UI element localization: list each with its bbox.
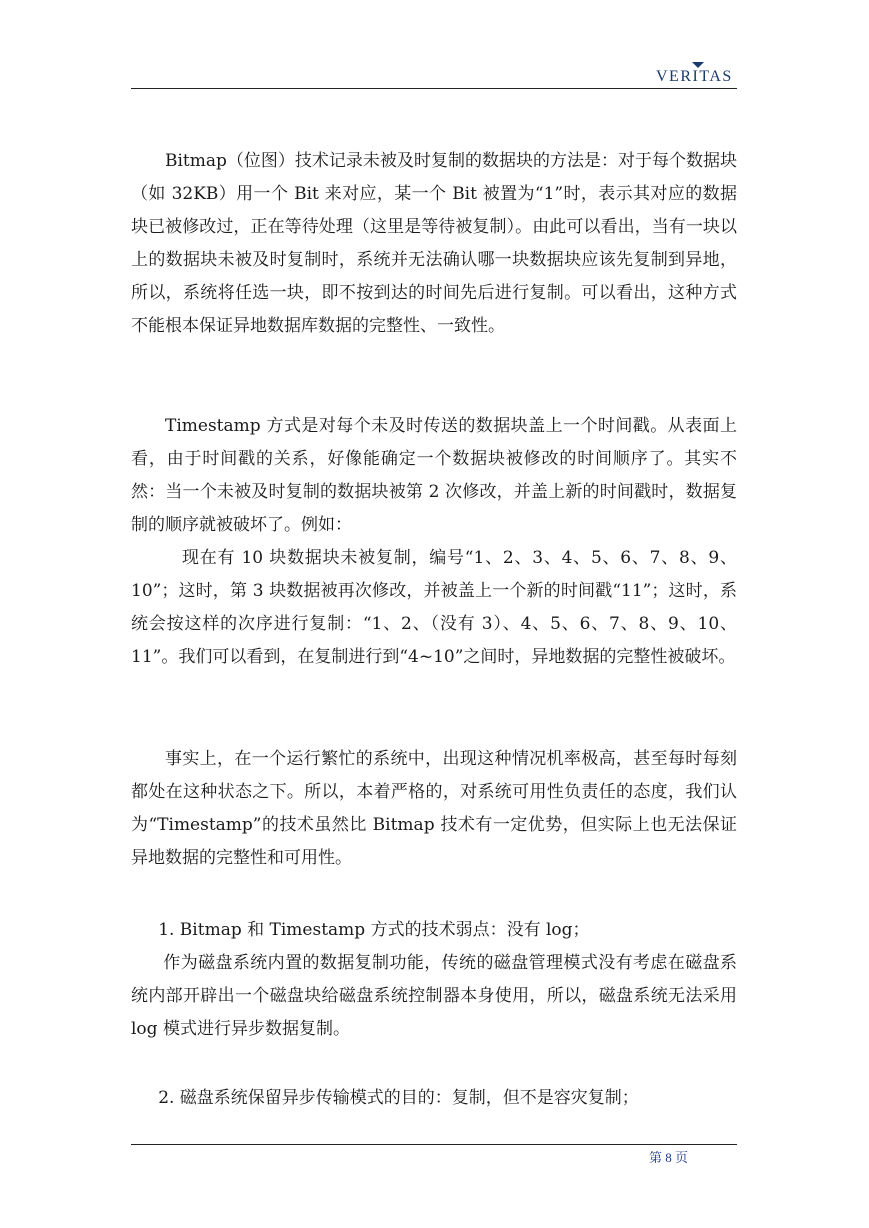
- footer-rule: [131, 1144, 737, 1145]
- list-item-heading: 1. Bitmap 和 Timestamp 方式的技术弱点：没有 log；: [158, 920, 590, 940]
- logo-text: VERITAS: [656, 68, 733, 85]
- header-rule: [131, 88, 737, 89]
- paragraph-text: 作为磁盘系统内置的数据复制功能，传统的磁盘管理模式没有考虑在磁盘系统内部开辟出一个磁盘块给磁盘系统控制器本身使用，所以，磁盘系统无法采用 log 模式进行异步数据复制。: [131, 953, 737, 1039]
- list-item-1: [131, 914, 737, 947]
- paragraph-text: Bitmap（位图）技术记录未被及时复制的数据块的方法是：对于每个数据块（如 32KB）用一个 Bit 来对应，某一个 Bit 被置为“1”时，表示其对应的数据块已被修改过，正在等待处理（这里是等待被复制）。由此可以看出，当有一块以上的数据块未被及时复制时，系统并无法确认哪一块数据块应该先复制到异地，所以，系统将任选一块，即不按到达的时间先后进行复制。可以看出，这种方式不能根本保证异地数据库数据的完整性、一致性。: [131, 151, 737, 336]
- paragraph-example: [131, 542, 737, 674]
- list-item-heading: 2. 磁盘系统保留异步传输模式的目的：复制，但不是容灾复制；: [158, 1088, 639, 1108]
- paragraph-timestamp: [131, 410, 737, 542]
- paragraph-text: 事实上，在一个运行繁忙的系统中，出现这种情况机率极高，甚至每时每刻都处在这种状态之下。所以，本着严格的，对系统可用性负责任的态度，我们认为“Timestamp”的技术虽然比 Bitmap 技术有一定优势，但实际上也无法保证异地数据的完整性和可用性。: [131, 749, 737, 868]
- list-item-2: [131, 1082, 737, 1115]
- paragraph-bitmap: [131, 145, 737, 343]
- page-number: 第 8 页: [649, 1150, 689, 1165]
- paragraph-text: 现在有 10 块数据块未被复制，编号“1、2、3、4、5、6、7、8、9、10”；这时，第 3 块数据被再次修改，并被盖上一个新的时间戳“11”；这时，系统会按这样的次序进行复制：“1、2、（没有 3）、4、5、6、7、8、9、10、11”。我们可以看到，在复制进行到“4~10”之间时，异地数据的完整性被破坏。: [131, 548, 737, 667]
- paragraph-text: Timestamp 方式是对每个未及时传送的数据块盖上一个时间戳。从表面上看，由于时间戳的关系，好像能确定一个数据块被修改的时间顺序了。其实不然：当一个未被及时复制的数据块被第 2 次修改，并盖上新的时间戳时，数据复制的顺序就被破坏了。例如：: [131, 416, 737, 535]
- paragraph-conclusion: [131, 743, 737, 875]
- paragraph-no-log: [131, 947, 737, 1046]
- veritas-logo: [656, 62, 738, 86]
